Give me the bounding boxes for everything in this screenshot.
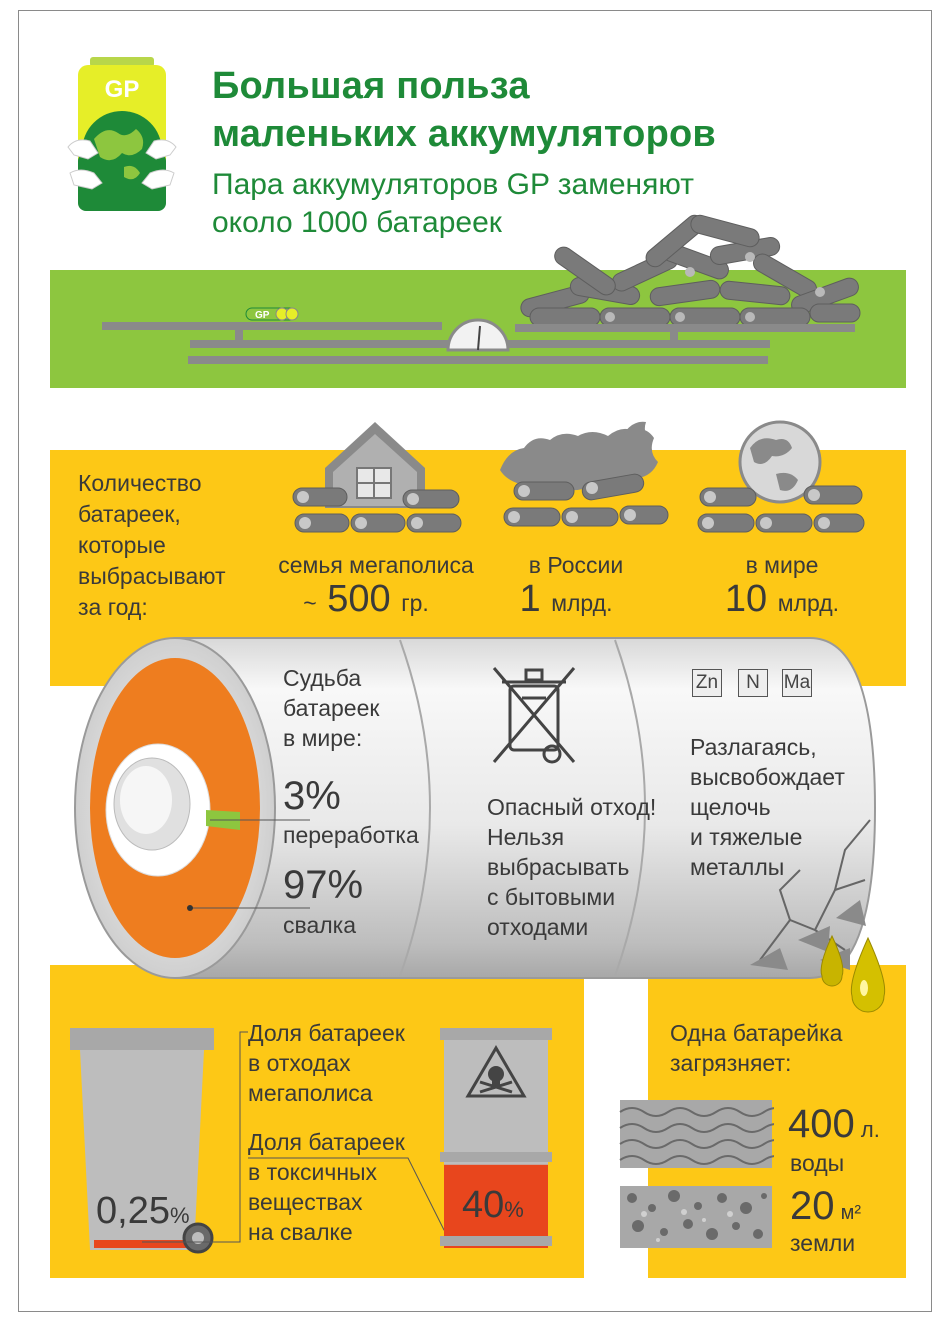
stat-label-world: в мире [745,552,819,578]
stat-value-family [256,578,476,621]
decay-text [690,732,845,882]
russia-map-icon [492,416,672,542]
stat-label-family: семья мегаполиса [278,552,474,578]
pollution-title-line: Одна батарейка [670,1020,843,1046]
stat-prefix: ~ [303,590,317,616]
house-icon [285,418,465,540]
toxic-share-value: 40 [462,1184,505,1226]
landfill-label: свалка [283,912,357,938]
stat-label-russia: в России [528,552,624,578]
stat-unit: гр. [401,590,429,616]
water-icon [618,1098,774,1170]
soil-icon [618,1184,774,1250]
water-value: 400 [788,1102,855,1146]
decay-line: высвобождает [690,764,845,790]
landfill-percent: 97% [283,863,364,907]
fate-title-line: Судьба [283,665,362,691]
toxic-share [462,1184,524,1227]
globe-icon [690,418,870,542]
fate-title-line: батареек [283,695,380,721]
hazard-line: отходами [487,914,589,940]
scale-icon [50,212,906,388]
waste-line: мегаполиса [248,1080,373,1106]
soil-label: земли [790,1230,856,1256]
waste-share-unit: % [169,1203,190,1228]
waste-share-value: 0,25 [96,1190,170,1232]
water-unit: л. [860,1117,880,1142]
hazard-line: Опасный отход! [487,794,657,820]
stat-value: 1 [519,578,541,620]
hazard-text [487,792,656,942]
decay-line: и тяжелые [690,824,803,850]
logo-text: GP [104,76,140,103]
stat-unit: млрд. [777,590,840,616]
question-line: за год: [78,594,148,620]
soil-amount [790,1184,861,1229]
question-line: выбрасывают [78,563,226,589]
element-ma: Ma [782,669,812,697]
waste-share-text [248,1018,405,1108]
crossed-bin-icon [486,662,582,770]
decay-line: металлы [690,854,785,880]
recycle-label: переработка [283,822,419,848]
toxic-share-unit: % [504,1197,524,1222]
waste-line: в отходах [248,1050,351,1076]
toxic-line: веществах [248,1189,363,1215]
scale-battery-label: GP [255,310,270,321]
question-line: которые [78,532,166,558]
toxic-line: в токсичных [248,1159,378,1185]
title-line-1: Большая польза [212,65,530,107]
recycle-percent: 3% [283,774,341,818]
water-label: воды [790,1150,845,1176]
pollution-title [670,1018,842,1078]
waste-leader-line [140,1030,250,1246]
question-line: Количество [78,470,202,496]
subtitle-line-2: около 1000 батареек [212,206,502,239]
waste-line: Доля батареек [248,1020,405,1046]
drop-icon [812,928,892,1028]
element-n: N [738,669,768,697]
toxic-line: Доля батареек [248,1129,405,1155]
stat-value: 500 [327,578,391,620]
gp-globe-logo-icon [62,55,182,215]
decay-line: щелочь [690,794,771,820]
stat-unit: млрд. [551,590,613,616]
count-question [78,468,226,623]
page-title [212,62,716,158]
fate-title-line: в мире: [283,725,363,751]
fate-title [283,663,379,753]
stat-value: 10 [724,578,768,620]
question-line: батареек, [78,501,181,527]
soil-value: 20 [790,1184,835,1228]
title-line-2: маленьких аккумуляторов [212,113,716,155]
hazard-line: с бытовыми [487,884,616,910]
soil-unit: м² [840,1202,862,1224]
stat-value-russia [456,578,676,621]
pollution-title-line: загрязняет: [670,1050,792,1076]
hazard-line: Нельзя [487,824,565,850]
decay-line: Разлагаясь, [690,734,817,760]
water-amount [788,1102,880,1147]
element-zn: Zn [692,669,722,697]
stat-value-world [672,578,892,621]
hazard-line: выбрасывать [487,854,630,880]
subtitle-line-1: Пара аккумуляторов GP заменяют [212,168,694,201]
toxic-line: на свалке [248,1219,353,1245]
